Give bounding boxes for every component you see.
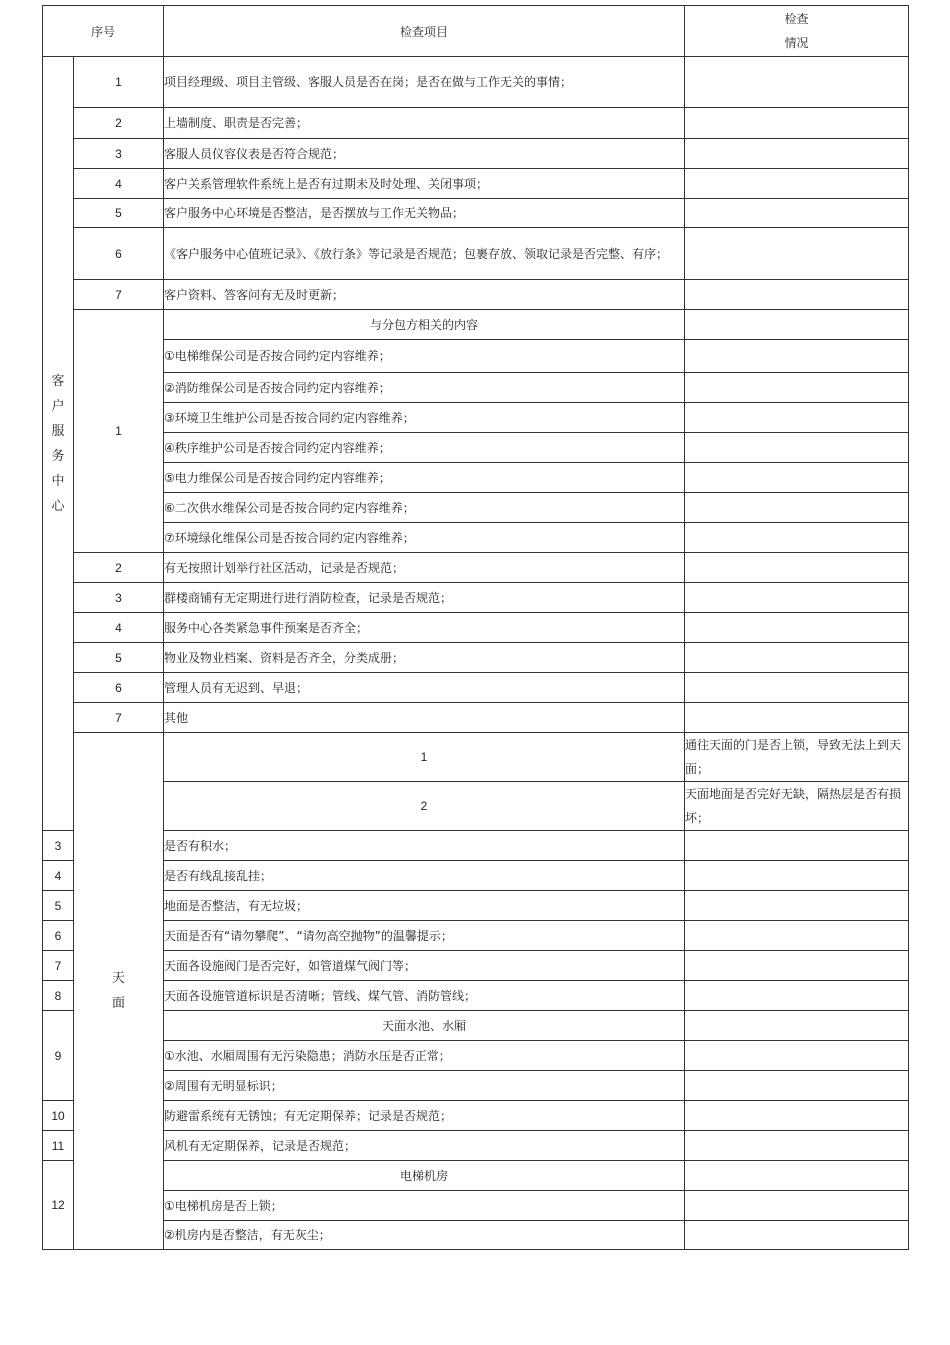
item-text: ⑥二次供水维保公司是否按合同约定内容维养； [164, 493, 685, 523]
table-row [43, 139, 909, 169]
check-cell[interactable] [685, 1011, 909, 1041]
table-row [43, 1071, 909, 1101]
table-row [43, 1191, 909, 1221]
row-number: 1 [74, 310, 164, 553]
item-text: 其他 [164, 703, 685, 733]
table-row [43, 553, 909, 583]
item-text: ②周围有无明显标识； [164, 1071, 685, 1101]
item-text: 项目经理级、项目主管级、客服人员是否在岗；是否在做与工作无关的事情； [164, 57, 685, 108]
category-customer-service [43, 57, 74, 831]
item-text: ①电梯机房是否上锁； [164, 1191, 685, 1221]
table-row [43, 831, 909, 861]
table-row [43, 463, 909, 493]
item-text: 客户资料、答客问有无及时更新； [164, 280, 685, 310]
item-text: 客户服务中心环境是否整洁，是否摆放与工作无关物品； [164, 199, 685, 228]
check-cell[interactable] [685, 583, 909, 613]
header-status-line2: 情况 [784, 36, 809, 50]
table-row [43, 1131, 909, 1161]
table-row [43, 403, 909, 433]
item-text: 天面是否有“请勿攀爬”、“请勿高空抛物”的温馨提示； [164, 921, 685, 951]
item-text: 有无按照计划举行社区活动，记录是否规范； [164, 553, 685, 583]
check-cell[interactable] [685, 1161, 909, 1191]
table-row [43, 280, 909, 310]
row-number: 2 [164, 782, 685, 831]
item-text: 客服人员仪容仪表是否符合规范； [164, 139, 685, 169]
row-number: 9 [43, 1011, 74, 1101]
row-number: 3 [74, 139, 164, 169]
table-row [43, 228, 909, 280]
row-number: 1 [74, 57, 164, 108]
table-row [43, 433, 909, 463]
item-text: 群楼商铺有无定期进行进行消防检查，记录是否规范； [164, 583, 685, 613]
check-cell[interactable] [685, 1041, 909, 1071]
category-label: 天面 [111, 971, 125, 1011]
header-row [43, 6, 909, 57]
check-cell[interactable] [685, 981, 909, 1011]
row-number: 8 [43, 981, 74, 1011]
check-cell[interactable] [685, 169, 909, 199]
item-text: 《客户服务中心值班记录》、《放行条》等记录是否规范；包裹存放、领取记录是否完整、有序； [164, 228, 685, 280]
check-cell[interactable] [685, 951, 909, 981]
item-text: 客户关系管理软件系统上是否有过期未及时处理、关闭事项； [164, 169, 685, 199]
check-cell[interactable] [685, 1101, 909, 1131]
item-text: 物业及物业档案、资料是否齐全，分类成册； [164, 643, 685, 673]
item-text: 管理人员有无迟到、早退； [164, 673, 685, 703]
item-text: ①水池、水厢周围有无污染隐患；消防水压是否正常； [164, 1041, 685, 1071]
check-cell[interactable] [685, 673, 909, 703]
check-cell[interactable] [685, 921, 909, 951]
item-text: 通往天面的门是否上锁，导致无法上到天面； [685, 733, 909, 782]
item-text: ④秩序维护公司是否按合同约定内容维养； [164, 433, 685, 463]
table-row [43, 1101, 909, 1131]
check-cell[interactable] [685, 280, 909, 310]
check-cell[interactable] [685, 57, 909, 108]
row-number: 2 [74, 108, 164, 139]
row-number: 7 [74, 280, 164, 310]
item-text: 风机有无定期保养，记录是否规范； [164, 1131, 685, 1161]
table-row [43, 523, 909, 553]
header-status-line1: 检查 [784, 12, 809, 26]
check-cell[interactable] [685, 139, 909, 169]
row-number: 4 [74, 613, 164, 643]
table-row [43, 951, 909, 981]
item-text: 天面地面是否完好无缺，隔热层是否有损坏； [685, 782, 909, 831]
row-number: 11 [43, 1131, 74, 1161]
table-row [43, 703, 909, 733]
row-number: 6 [74, 673, 164, 703]
item-text: 服务中心各类紧急事件预案是否齐全； [164, 613, 685, 643]
row-number: 2 [74, 553, 164, 583]
item-text: 上墙制度、职责是否完善； [164, 108, 685, 139]
table-row [43, 733, 909, 782]
table-row [43, 169, 909, 199]
row-number: 12 [43, 1161, 74, 1250]
item-text: ③环境卫生维护公司是否按合同约定内容维养； [164, 403, 685, 433]
item-text: ⑦环境绿化维保公司是否按合同约定内容维养； [164, 523, 685, 553]
row-number: 7 [74, 703, 164, 733]
header-item: 检查项目 [164, 6, 685, 57]
item-text: ①电梯维保公司是否按合同约定内容维养； [164, 340, 685, 373]
table-row [43, 57, 909, 108]
check-cell[interactable] [685, 613, 909, 643]
table-row [43, 493, 909, 523]
check-cell[interactable] [685, 373, 909, 403]
table-row [43, 108, 909, 139]
table-row [43, 1161, 909, 1191]
check-cell[interactable] [685, 703, 909, 733]
item-text: ②消防维保公司是否按合同约定内容维养； [164, 373, 685, 403]
check-cell[interactable] [685, 199, 909, 228]
row-number: 6 [74, 228, 164, 280]
row-number: 3 [43, 831, 74, 861]
check-cell[interactable] [685, 493, 909, 523]
check-cell[interactable] [685, 891, 909, 921]
check-cell[interactable] [685, 1131, 909, 1161]
check-cell[interactable] [685, 861, 909, 891]
category-roof [74, 733, 164, 1250]
category-label: 客户服务中心 [51, 373, 65, 514]
table-row [43, 643, 909, 673]
check-cell[interactable] [685, 1191, 909, 1221]
table-row [43, 613, 909, 643]
check-cell[interactable] [685, 228, 909, 280]
item-text: 天面各设施阀门是否完好，如管道煤气阀门等； [164, 951, 685, 981]
row-number: 6 [43, 921, 74, 951]
item-text: 防避雷系统有无锈蚀；有无定期保养；记录是否规范； [164, 1101, 685, 1131]
table-row [43, 1011, 909, 1041]
table-row [43, 673, 909, 703]
row-number: 5 [74, 643, 164, 673]
table-row [43, 1041, 909, 1071]
check-cell[interactable] [685, 403, 909, 433]
table-row [43, 782, 909, 831]
table-row [43, 1221, 909, 1250]
subsection-title: 天面水池、水厢 [164, 1011, 685, 1041]
table-row [43, 891, 909, 921]
row-number: 7 [43, 951, 74, 981]
item-text: ⑤电力维保公司是否按合同约定内容维养； [164, 463, 685, 493]
check-cell[interactable] [685, 310, 909, 340]
check-cell[interactable] [685, 523, 909, 553]
check-cell[interactable] [685, 433, 909, 463]
check-cell[interactable] [685, 1071, 909, 1101]
subsection-title: 电梯机房 [164, 1161, 685, 1191]
table-row [43, 199, 909, 228]
row-number: 3 [74, 583, 164, 613]
table-row [43, 340, 909, 373]
item-text: ②机房内是否整洁，有无灰尘； [164, 1221, 685, 1250]
table-row [43, 373, 909, 403]
row-number: 5 [43, 891, 74, 921]
item-text: 是否有线乱接乱挂； [164, 861, 685, 891]
check-cell[interactable] [685, 643, 909, 673]
item-text: 是否有积水； [164, 831, 685, 861]
check-cell[interactable] [685, 340, 909, 373]
row-number: 1 [164, 733, 685, 782]
table-row [43, 583, 909, 613]
row-number: 10 [43, 1101, 74, 1131]
header-seq: 序号 [43, 6, 164, 57]
table-row [43, 861, 909, 891]
check-cell[interactable] [685, 463, 909, 493]
subsection-title: 与分包方相关的内容 [164, 310, 685, 340]
item-text: 天面各设施管道标识是否清晰；管线、煤气管、消防管线； [164, 981, 685, 1011]
check-cell[interactable] [685, 831, 909, 861]
row-number: 4 [74, 169, 164, 199]
inspection-table [42, 5, 909, 1250]
item-text: 地面是否整洁，有无垃圾； [164, 891, 685, 921]
table-row [43, 921, 909, 951]
row-number: 5 [74, 199, 164, 228]
table-row [43, 310, 909, 340]
header-status [685, 6, 909, 57]
row-number: 4 [43, 861, 74, 891]
check-cell[interactable] [685, 108, 909, 139]
check-cell[interactable] [685, 553, 909, 583]
table-row [43, 981, 909, 1011]
check-cell[interactable] [685, 1221, 909, 1250]
